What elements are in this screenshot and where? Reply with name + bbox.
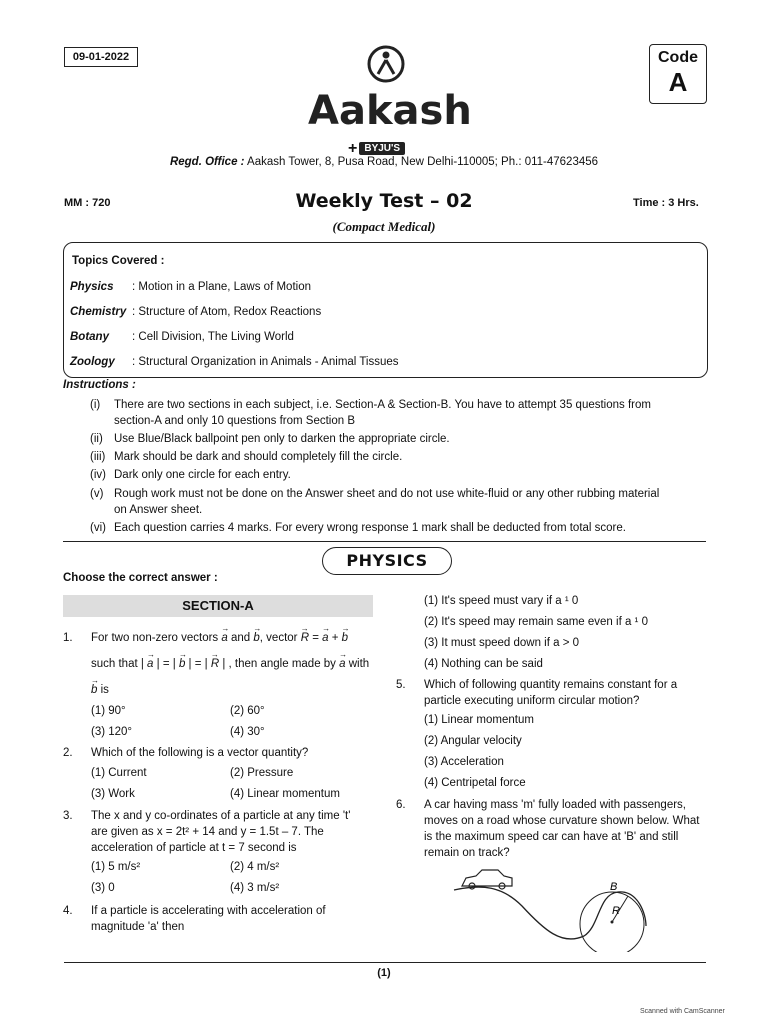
question-text: magnitude 'a' then xyxy=(91,921,185,933)
option[interactable]: (2) Pressure xyxy=(230,767,294,779)
option[interactable]: (3) 120° xyxy=(91,726,133,738)
option[interactable]: (4) Centripetal force xyxy=(424,777,526,789)
topic-subject: Zoology xyxy=(70,356,115,368)
label-R: R xyxy=(612,905,620,917)
regd-office xyxy=(0,156,768,168)
byjus-plus: + xyxy=(348,140,358,157)
question-text: particle executing uniform circular motion? xyxy=(424,695,640,707)
code-box xyxy=(649,44,707,104)
instruction-line: There are two sections in each subject, i.e. Section-A & Section-B. You have to attempt 35 questions from xyxy=(114,399,651,411)
question-6 xyxy=(396,797,708,863)
topic-text: : Motion in a Plane, Laws of Motion xyxy=(132,281,311,293)
instructions-heading: Instructions : xyxy=(63,379,136,391)
vector-b: → b xyxy=(179,656,185,672)
section-a-heading: SECTION-A xyxy=(63,595,373,617)
question-text: The x and y co-ordinates of a particle at any time 't' xyxy=(91,810,351,822)
question-text: moves on a road whose curvature shown below. What xyxy=(424,815,700,827)
topic-text: : Structure of Atom, Redox Reactions xyxy=(132,306,322,318)
question-text: is the maximum speed car can have at 'B' and still xyxy=(424,831,679,843)
question-text: are given as x = 2t² + 14 and y = 1.5t – 7. The xyxy=(91,826,324,838)
topic-row-physics xyxy=(70,281,311,293)
test-subtitle: (Compact Medical) xyxy=(332,219,436,234)
instruction-line: Rough work must not be done on the Answer sheet and do not use white-fluid or any other rubbing material xyxy=(114,488,660,500)
q1-text: , vector xyxy=(259,632,301,644)
page-number: (1) xyxy=(377,967,391,979)
instruction-text: Each question carries 4 marks. For every wrong response 1 mark shall be deducted from total score. xyxy=(114,522,626,534)
footer-divider xyxy=(64,962,706,963)
option[interactable]: (4) 3 m/s² xyxy=(230,882,280,894)
q1-text: For two non-zero vectors xyxy=(91,632,222,644)
instruction-item xyxy=(90,467,708,483)
question-number: 6. xyxy=(396,799,406,811)
question-text: If a particle is accelerating with acceleration of xyxy=(91,905,326,917)
q1-text: | = | xyxy=(153,658,179,670)
regd-label: Regd. Office : xyxy=(169,156,245,168)
question-number: 3. xyxy=(63,810,73,822)
option[interactable]: (2) 4 m/s² xyxy=(230,861,280,873)
question-1-line-2 xyxy=(91,656,369,672)
option[interactable]: (1) 90° xyxy=(91,705,126,717)
vector-R: → R xyxy=(301,630,309,646)
instruction-item xyxy=(90,486,708,520)
instruction-text: Dark only one circle for each entry. xyxy=(114,469,291,481)
topic-row-zoology xyxy=(70,356,399,368)
choose-instruction: Choose the correct answer : xyxy=(63,572,218,584)
option[interactable]: (4) Linear momentum xyxy=(230,788,340,800)
instruction-text: Mark should be dark and should completely fill the circle. xyxy=(114,451,403,463)
q1-text: with xyxy=(345,658,370,670)
byjus-label: BYJU'S xyxy=(359,142,405,155)
vector-b: → b xyxy=(253,630,259,646)
q1-text: is xyxy=(97,684,109,696)
question-number: 1. xyxy=(63,632,73,644)
scanner-watermark: Scanned with CamScanner xyxy=(640,1008,725,1015)
subject-title: PHYSICS xyxy=(322,547,452,575)
option[interactable]: (3) Work xyxy=(91,788,135,800)
topics-heading: Topics Covered : xyxy=(72,255,165,267)
question-number: 5. xyxy=(396,679,406,691)
vector-b: → b xyxy=(91,682,97,698)
instruction-number: (iv) xyxy=(90,469,106,481)
option[interactable]: (3) It must speed down if a > 0 xyxy=(424,637,580,649)
option[interactable]: (2) 60° xyxy=(230,705,265,717)
option[interactable]: (4) 30° xyxy=(230,726,265,738)
test-time: Time : 3 Hrs. xyxy=(633,197,699,209)
question-number: 4. xyxy=(63,905,73,917)
instruction-number: (iii) xyxy=(90,451,106,463)
logo-wordmark: Aakash xyxy=(308,88,472,134)
question-3 xyxy=(63,808,375,858)
instruction-item xyxy=(90,520,708,536)
vector-a: → a xyxy=(221,630,227,646)
question-text: acceleration of particle at t = 7 second is xyxy=(91,842,297,854)
instruction-item xyxy=(90,449,708,465)
question-number: 2. xyxy=(63,747,73,759)
car-icon xyxy=(462,870,512,889)
q1-text: = xyxy=(309,632,323,644)
divider xyxy=(63,541,706,542)
q1-text: + xyxy=(328,632,342,644)
topic-subject: Chemistry xyxy=(70,306,127,318)
option[interactable]: (2) It's speed may remain same even if a ¹ 0 xyxy=(424,616,648,628)
test-date: 09-01-2022 xyxy=(64,47,138,67)
vector-R: → R xyxy=(211,656,219,672)
question-text: Which of following quantity remains constant for a xyxy=(424,679,678,691)
q1-text: such that | xyxy=(91,658,148,670)
vector-a: → a xyxy=(147,656,153,672)
question-1 xyxy=(63,630,375,700)
topic-subject: Physics xyxy=(70,281,114,293)
vector-b: → b xyxy=(342,630,348,646)
vector-a: → a xyxy=(339,656,345,672)
code-value: A xyxy=(668,67,688,97)
road-curvature-figure xyxy=(452,866,652,952)
instruction-text xyxy=(114,397,708,429)
option[interactable]: (1) Linear momentum xyxy=(424,714,534,726)
instruction-item xyxy=(90,397,708,431)
code-label: Code xyxy=(658,49,698,66)
question-5 xyxy=(396,677,708,711)
question-4 xyxy=(63,903,375,937)
instruction-number: (vi) xyxy=(90,522,106,534)
question-1-line-3 xyxy=(91,682,109,698)
road-curvature-diagram xyxy=(452,866,652,952)
instruction-number: (i) xyxy=(90,399,101,411)
instruction-number: (v) xyxy=(90,488,104,500)
topic-text: : Cell Division, The Living World xyxy=(132,331,294,343)
regd-address: Aakash Tower, 8, Pusa Road, New Delhi-110005; Ph.: 011-47623456 xyxy=(244,156,599,168)
max-marks: MM : 720 xyxy=(64,197,111,209)
option[interactable]: (1) It's speed must vary if a ¹ 0 xyxy=(424,595,579,607)
aakash-emblem-icon xyxy=(366,42,406,86)
test-title: Weekly Test – 02 xyxy=(295,190,473,212)
topic-text: : Structural Organization in Animals - Animal Tissues xyxy=(132,356,399,368)
instruction-item xyxy=(90,431,708,447)
option[interactable]: (1) Current xyxy=(91,767,147,779)
aakash-logo xyxy=(308,40,472,157)
instruction-line: section-A and only 10 questions from Section B xyxy=(114,415,356,427)
question-1-line-1 xyxy=(91,630,348,646)
instruction-number: (ii) xyxy=(90,433,103,445)
option[interactable]: (3) 0 xyxy=(91,882,115,894)
q1-text: and xyxy=(227,632,254,644)
instruction-text: Use Blue/Black ballpoint pen only to darken the appropriate circle. xyxy=(114,433,450,445)
option[interactable]: (4) Nothing can be said xyxy=(424,658,543,670)
topic-row-chemistry xyxy=(70,306,321,318)
instruction-line: on Answer sheet. xyxy=(114,504,203,516)
label-B: B xyxy=(610,881,618,893)
topic-subject: Botany xyxy=(70,331,109,343)
option[interactable]: (2) Angular velocity xyxy=(424,735,522,747)
question-text: remain on track? xyxy=(424,847,510,859)
q1-text: | = | xyxy=(185,658,211,670)
question-text: A car having mass 'm' fully loaded with passengers, xyxy=(424,799,686,811)
vector-a: → a xyxy=(322,630,328,646)
topic-row-botany xyxy=(70,331,294,343)
option[interactable]: (1) 5 m/s² xyxy=(91,861,141,873)
instruction-text xyxy=(114,486,708,518)
question-text: Which of the following is a vector quantity? xyxy=(91,747,309,759)
topics-box xyxy=(63,242,708,378)
option[interactable]: (3) Acceleration xyxy=(424,756,504,768)
q1-text: | , then angle made by xyxy=(219,658,340,670)
